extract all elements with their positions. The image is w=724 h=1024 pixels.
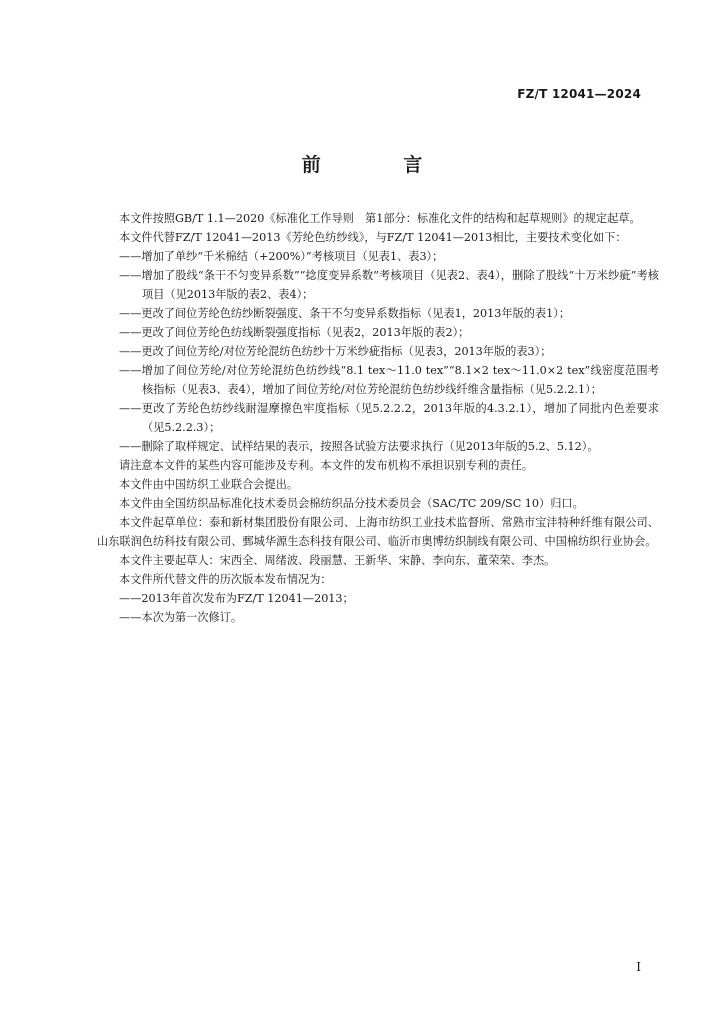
paragraph: 本文件起草单位：泰和新材集团股份有限公司、上海市纺织工业技术监督所、常熟市宝沣特种纤维有限公司、山东联润色纺科技有限公司、鄄城华源生态科技有限公司、临沂市奥博纺织制线有限公司、中国棉纺织行业协会。 [97, 516, 659, 548]
standard-code: FZ/T 12041—2024 [517, 87, 641, 101]
paragraph: 本文件代替FZ/T 12041—2013《芳纶色纺纱线》，与FZ/T 12041—2013相比，主要技术变化如下： [119, 231, 627, 244]
paragraph: 本文件主要起草人：宋西全、周绪波、段丽慧、王新华、宋静、李向东、董荣荣、李杰。 [119, 554, 556, 567]
list-item: ——2013年首次发布为FZ/T 12041—2013； [119, 592, 354, 605]
paragraph: 本文件由中国纺织工业联合会提出。 [119, 478, 299, 491]
list-item: ——更改了间位芳纶/对位芳纶混纺色纺纱十万米纱疵指标（见表3，2013年版的表3）； [119, 345, 552, 358]
list-item: ——增加了间位芳纶/对位芳纶混纺色纺纱线“8.1 tex～11.0 tex”“8.1×2 tex～11.0×2 tex”线密度范围考核指标（见表3、表4），增加了间位芳纶/对位芳纶混纺色纺纱线纤维含量指标（见5.2.2.1）； [119, 364, 659, 396]
paragraph: 本文件按照GB/T 1.1—2020《标准化工作导则 第1部分：标准化文件的结构和起草规则》的规定起草。 [119, 212, 641, 225]
paragraph: 本文件所代替文件的历次版本发布情况为： [119, 573, 332, 586]
list-item: ——删除了取样规定、试样结果的表示，按照各试验方法要求执行（见2013年版的5.2、5.12）。 [119, 440, 599, 453]
list-item: ——增加了股线“条干不匀变异系数”“捻度变异系数”考核项目（见表2、表4），删除了股线“十万米纱疵”考核项目（见2013年版的表2、表4）； [119, 269, 659, 301]
list-item: ——更改了间位芳纶色纺纱断裂强度、条干不匀变异系数指标（见表1，2013年版的表1）； [119, 307, 571, 320]
list-item: ——更改了芳纶色纺纱线耐湿摩擦色牢度指标（见5.2.2.2，2013年版的4.3.2.1），增加了同批内色差要求（见5.2.2.3）； [119, 402, 659, 434]
list-item: ——增加了单纱“千米棉结（+200%）”考核项目（见表1、表3）； [119, 250, 444, 263]
page-title: 前 言 [301, 154, 461, 176]
page-number: I [636, 960, 641, 974]
paragraph: 本文件由全国纺织品标准化技术委员会棉纺织品分技术委员会（SAC/TC 209/SC 10）归口。 [119, 497, 584, 510]
list-item: ——本次为第一次修订。 [119, 611, 243, 624]
list-item: ——更改了间位芳纶色纺线断裂强度指标（见表2，2013年版的表2）； [119, 326, 470, 339]
paragraph: 请注意本文件的某些内容可能涉及专利。本文件的发布机构不承担识别专利的责任。 [119, 459, 533, 472]
preface-body [97, 209, 659, 627]
